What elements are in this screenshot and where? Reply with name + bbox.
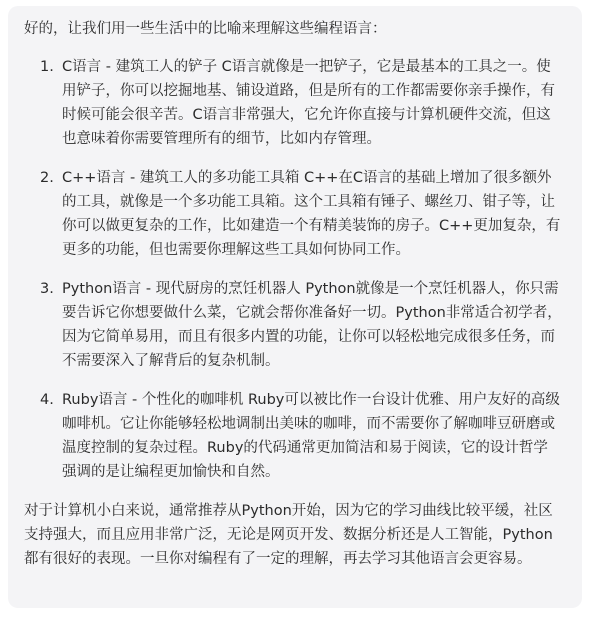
list-item (24, 55, 562, 151)
list-item (24, 277, 562, 373)
list-item-text: C语言 - 建筑工人的铲子 C语言就像是一把铲子，它是最基本的工具之一。使用铲子，你可以挖掘地基、铺设道路，但是所有的工作都需要你亲手操作，有时候可能会很辛苦。C语言非常强大，它允许你直接与计算机硬件交流，但这也意味着你需要管理所有的细节，比如内存管理。 (62, 59, 555, 147)
list-item (24, 166, 562, 262)
list-item (24, 388, 562, 484)
list-item-text: C++语言 - 建筑工人的多功能工具箱 C++在C语言的基础上增加了很多额外的工具，就像是一个多功能工具箱。这个工具箱有锤子、螺丝刀、钳子等，让你可以做更复杂的工作，比如建造一个有精美装饰的房子。C++更加复杂，有更多的功能，但也需要你理解这些工具如何协同工作。 (62, 170, 561, 258)
list-item-number: 3. (40, 281, 54, 297)
message-conclusion: 对于计算机小白来说，通常推荐从Python开始，因为它的学习曲线比较平缓，社区支持强大，而且应用非常广泛，无论是网页开发、数据分析还是人工智能，Python都有很好的表现。一旦你对编程有了一定的理解，再去学习其他语言会更容易。 (24, 503, 553, 567)
language-list (24, 55, 562, 484)
list-item-text: Ruby语言 - 个性化的咖啡机 Ruby可以被比作一台设计优雅、用户友好的高级咖啡机。它让你能够轻松地调制出美味的咖啡，而不需要你了解咖啡豆研磨或温度控制的复杂过程。Ruby的代码通常更加简洁和易于阅读，它的设计哲学强调的是让编程更加愉快和自然。 (62, 392, 560, 480)
assistant-message-bubble (8, 6, 582, 608)
list-item-text: Python语言 - 现代厨房的烹饪机器人 Python就像是一个烹饪机器人，你只需要告诉它你想要做什么菜，它就会帮你准备好一切。Python非常适合初学者，因为它简单易用，而且有很多内置的功能，让你可以轻松地完成很多任务，而不需要深入了解背后的复杂机制。 (62, 281, 562, 369)
list-item-number: 2. (40, 170, 54, 186)
list-item-number: 1. (40, 59, 54, 75)
list-item-number: 4. (40, 392, 54, 408)
message-intro: 好的，让我们用一些生活中的比喻来理解这些编程语言： (24, 21, 387, 37)
